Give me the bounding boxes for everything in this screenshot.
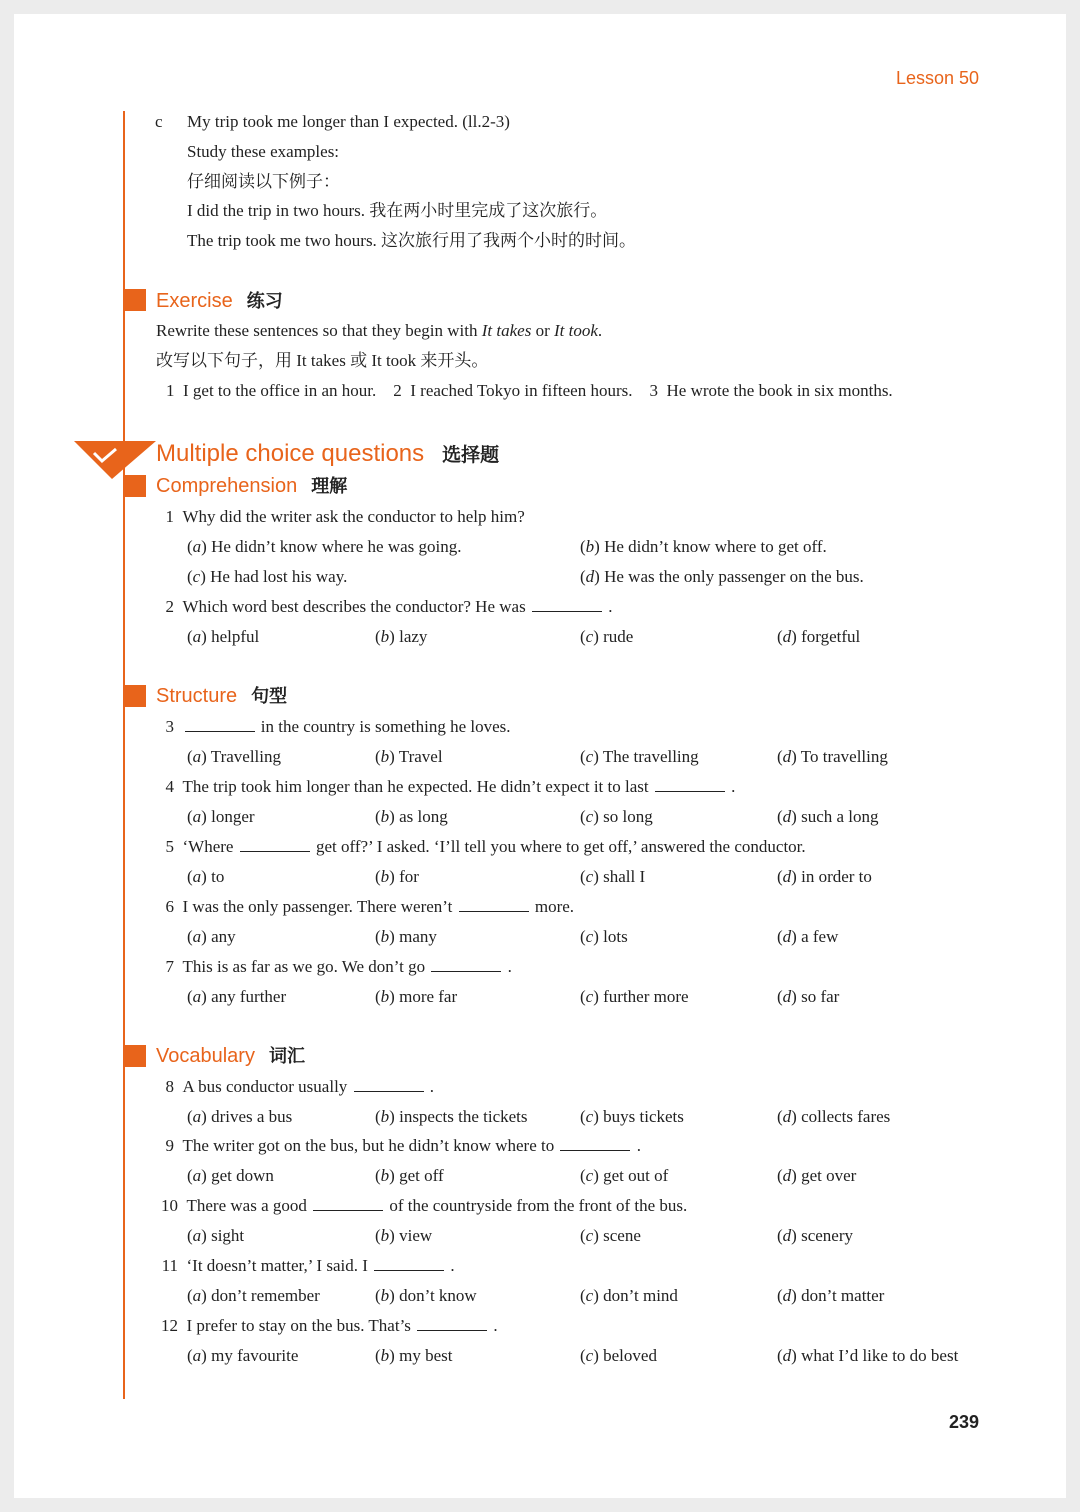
question: 7 This is as far as we go. We don’t go . bbox=[165, 957, 512, 976]
option: (a) He didn’t know where he was going. bbox=[187, 537, 462, 556]
option: (c) scene bbox=[580, 1226, 641, 1245]
option: (b) for bbox=[375, 867, 419, 886]
question: 6 I was the only passenger. There weren’t more. bbox=[165, 897, 575, 916]
question: 2 Which word best describes the conductor? He was . bbox=[165, 597, 613, 616]
option: (b) lazy bbox=[375, 627, 428, 646]
option: (d) what I’d like to do best bbox=[777, 1346, 959, 1365]
option: (a) don’t remember bbox=[187, 1286, 320, 1305]
option: (c) get out of bbox=[580, 1166, 669, 1185]
question: 5 ‘Where get off?’ I asked. ‘I’ll tell you where to get off,’ answered the conductor. bbox=[165, 837, 806, 856]
note-line: The trip took me two hours. 这次旅行用了我两个小时的时间。 bbox=[187, 231, 637, 250]
option: (d) scenery bbox=[777, 1226, 854, 1245]
question: 9 The writer got on the bus, but he didn’t know where to . bbox=[165, 1136, 641, 1155]
option: (a) sight bbox=[187, 1226, 245, 1245]
question: 4 The trip took him longer than he expected. He didn’t expect it to last . bbox=[165, 777, 736, 796]
mcq-heading: Multiple choice questions 选择题 bbox=[156, 440, 500, 467]
option: (c) shall I bbox=[580, 867, 646, 886]
note-line: 仔细阅读以下例子： bbox=[187, 172, 340, 191]
option: (b) get off bbox=[375, 1166, 444, 1185]
option: (b) He didn’t know where to get off. bbox=[580, 537, 827, 556]
question: 8 A bus conductor usually . bbox=[165, 1077, 435, 1096]
option: (b) more far bbox=[375, 987, 458, 1006]
option: (d) a few bbox=[777, 927, 839, 946]
option: (d) don’t matter bbox=[777, 1286, 885, 1305]
option: (d) get over bbox=[777, 1166, 857, 1185]
vocabulary-heading: Vocabulary 词汇 bbox=[156, 1045, 305, 1067]
section-marker bbox=[124, 475, 146, 497]
exercise-instruction: Rewrite these sentences so that they begin with It takes or It took. bbox=[156, 321, 603, 340]
option: (c) lots bbox=[580, 927, 628, 946]
note-line: Study these examples: bbox=[187, 142, 340, 161]
option: (b) as long bbox=[375, 807, 448, 826]
option: (a) drives a bus bbox=[187, 1107, 293, 1126]
option: (b) many bbox=[375, 927, 437, 946]
option: (d) such a long bbox=[777, 807, 879, 826]
note-line: My trip took me longer than I expected. (ll.2-3) bbox=[187, 112, 510, 131]
comprehension-heading: Comprehension 理解 bbox=[156, 475, 348, 497]
option: (c) beloved bbox=[580, 1346, 657, 1365]
option: (a) any bbox=[187, 927, 236, 946]
section-marker bbox=[124, 289, 146, 311]
option: (a) get down bbox=[187, 1166, 274, 1185]
option: (c) He had lost his way. bbox=[187, 567, 348, 586]
option: (d) To travelling bbox=[777, 747, 888, 766]
section-marker bbox=[124, 685, 146, 707]
option: (c) rude bbox=[580, 627, 634, 646]
exercise-instruction-cn: 改写以下句子，用 It takes 或 It took 来开头。 bbox=[156, 351, 489, 370]
note-letter: c bbox=[155, 112, 163, 131]
option: (c) buys tickets bbox=[580, 1107, 684, 1126]
textbook-page bbox=[14, 14, 1066, 1498]
structure-heading: Structure 句型 bbox=[156, 685, 288, 707]
option: (b) inspects the tickets bbox=[375, 1107, 528, 1126]
option: (a) longer bbox=[187, 807, 255, 826]
option: (b) view bbox=[375, 1226, 433, 1245]
option: (d) He was the only passenger on the bus. bbox=[580, 567, 864, 586]
option: (d) in order to bbox=[777, 867, 872, 886]
option: (b) don’t know bbox=[375, 1286, 477, 1305]
lesson-header: Lesson 50 bbox=[896, 68, 980, 88]
option: (a) my favourite bbox=[187, 1346, 299, 1365]
question: 1 Why did the writer ask the conductor to help him? bbox=[165, 507, 525, 526]
question: 10 There was a good of the countryside from the front of the bus. bbox=[161, 1196, 688, 1215]
option: (c) so long bbox=[580, 807, 653, 826]
option: (c) further more bbox=[580, 987, 689, 1006]
exercise-items: 1 I get to the office in an hour. 2 I reached Tokyo in fifteen hours. 3 He wrote the book in six months. bbox=[166, 381, 893, 400]
exercise-heading: Exercise 练习 bbox=[156, 290, 283, 312]
question: 12 I prefer to stay on the bus. That’s . bbox=[161, 1316, 498, 1335]
question: 3 in the country is something he loves. bbox=[165, 717, 511, 736]
option: (d) forgetful bbox=[777, 627, 861, 646]
option: (a) any further bbox=[187, 987, 287, 1006]
option: (d) collects fares bbox=[777, 1107, 891, 1126]
option: (a) helpful bbox=[187, 627, 260, 646]
option: (a) to bbox=[187, 867, 225, 886]
option: (c) don’t mind bbox=[580, 1286, 678, 1305]
note-line: I did the trip in two hours. 我在两小时里完成了这次旅行。 bbox=[187, 201, 608, 220]
option: (a) Travelling bbox=[187, 747, 281, 766]
section-marker bbox=[124, 1045, 146, 1067]
page-number: 239 bbox=[949, 1412, 980, 1432]
option: (b) Travel bbox=[375, 747, 443, 766]
option: (c) The travelling bbox=[580, 747, 699, 766]
question: 11 ‘It doesn’t matter,’ I said. I . bbox=[161, 1256, 455, 1275]
option: (d) so far bbox=[777, 987, 840, 1006]
option: (b) my best bbox=[375, 1346, 453, 1365]
